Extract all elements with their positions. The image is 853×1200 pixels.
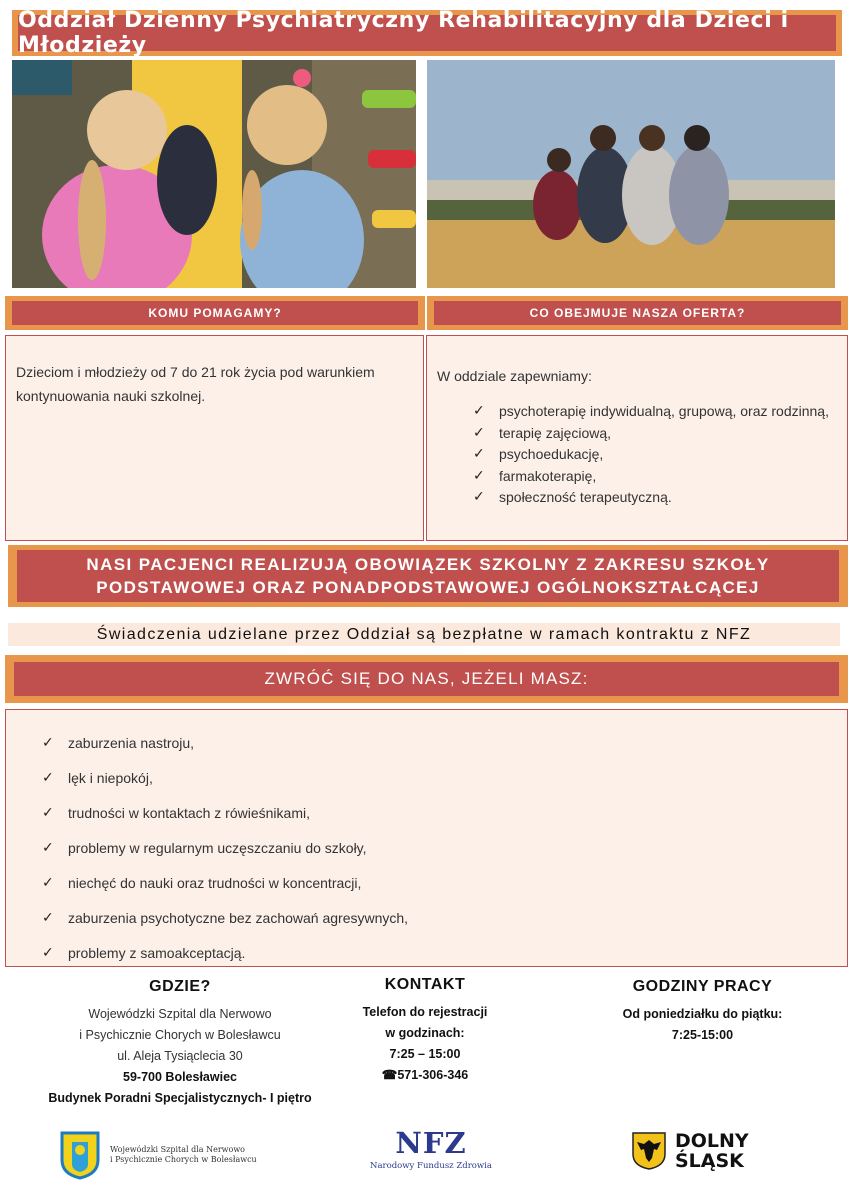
contact-phone[interactable]: ☎571-306-346 (381, 1068, 469, 1082)
who-we-help-box (5, 335, 424, 541)
school-banner-line2: PODSTAWOWEJ ORAZ PONADPODSTAWOWEJ OGÓLNOKSZTAŁCĄCEJ (96, 578, 760, 597)
list-item: ✓ zaburzenia psychotyczne bez zachowań agresywnych, (42, 907, 847, 942)
where-heading: GDZIE? (149, 978, 211, 995)
where-building: Budynek Poradni Specjalistycznych- I piętro (48, 1091, 312, 1105)
hospital-emblem-icon (58, 1130, 102, 1180)
contact-us-header (5, 655, 848, 703)
check-icon: ✓ (473, 467, 485, 484)
check-icon: ✓ (42, 840, 54, 856)
page-title: Oddział Dzienny Psychiatryczny Rehabilitacyjny dla Dzieci i Młodzieży (18, 15, 836, 51)
school-banner-line1: NASI PACJENCI REALIZUJĄ OBOWIĄZEK SZKOLNY Z ZAKRESU SZKOŁY (86, 555, 770, 574)
list-item: ✓ farmakoterapię, (473, 466, 837, 488)
offer-header (427, 296, 848, 330)
symptoms-box (5, 709, 848, 967)
check-icon: ✓ (42, 770, 54, 786)
list-item: ✓ niechęć do nauki oraz trudności w koncentracji, (42, 872, 847, 907)
list-item: ✓ zaburzenia nastroju, (42, 732, 847, 767)
who-we-help-heading: KOMU POMAGAMY? (12, 301, 418, 325)
check-icon: ✓ (473, 403, 485, 419)
contact-heading: KONTAKT (384, 976, 466, 993)
hospital-logo-line1: Wojewódzki Szpital dla Nerwowo (110, 1145, 245, 1154)
list-item: ✓ lęk i niepokój, (42, 767, 847, 802)
list-item: ✓ społeczność terapeutyczną. (473, 487, 837, 509)
nfz-mark: NFZ (395, 1126, 467, 1160)
list-item: ✓ problemy w regularnym uczęszczaniu do szkoły, (42, 837, 847, 872)
school-banner (8, 545, 848, 607)
who-we-help-header (5, 296, 425, 330)
offer-list (437, 401, 837, 509)
hours-heading: GODZINY PRACY (632, 978, 773, 995)
check-icon: ✓ (473, 489, 485, 505)
dolny-slask-logo (632, 1131, 749, 1171)
contact-us-heading: ZWRÓĆ SIĘ DO NAS, JEŻELI MASZ: (14, 662, 839, 696)
nfz-name: Narodowy Fundusz Zdrowia (370, 1161, 492, 1171)
nfz-logo (366, 1128, 496, 1171)
eagle-crest-icon (632, 1132, 666, 1170)
check-icon: ✓ (42, 875, 54, 891)
where-postcode: 59-700 Bolesławiec (123, 1070, 237, 1084)
contact-section (340, 976, 510, 1086)
list-item: ✓ trudności w kontaktach z rówieśnikami, (42, 802, 847, 837)
where-address: ul. Aleja Tysiąclecia 30 (117, 1049, 243, 1063)
photo-youth-field (427, 60, 835, 288)
offer-heading: CO OBEJMUJE NASZA OFERTA? (434, 301, 841, 325)
where-line: i Psychicznie Chorych w Bolesławcu (79, 1028, 281, 1042)
offer-box (426, 335, 848, 541)
check-icon: ✓ (473, 446, 485, 462)
who-we-help-text: Dzieciom i młodzieży od 7 do 21 rok życia pod warunkiem kontynuowania nauki szkolnej. (16, 364, 375, 404)
check-icon: ✓ (42, 910, 54, 926)
hours-days: Od poniedziałku do piątku: (622, 1007, 783, 1021)
children-illustration (12, 60, 416, 288)
check-icon: ✓ (42, 945, 54, 961)
hospital-logo-line2: i Psychicznie Chorych w Bolesławcu (110, 1155, 257, 1164)
check-icon: ✓ (42, 805, 54, 821)
contact-line: Telefon do rejestracji (362, 1005, 488, 1019)
check-icon: ✓ (42, 735, 54, 751)
hours-section (600, 978, 805, 1046)
title-banner (12, 10, 842, 56)
check-icon: ✓ (473, 424, 485, 441)
youth-illustration (427, 60, 835, 288)
offer-intro: W oddziale zapewniamy: (437, 368, 592, 384)
list-item: ✓ psychoterapię indywidualną, grupową, oraz rodzinną, (473, 401, 837, 423)
list-item: ✓ terapię zajęciową, (473, 423, 837, 445)
hours-time: 7:25-15:00 (671, 1028, 734, 1042)
where-section (40, 978, 320, 1109)
symptoms-list (42, 732, 847, 977)
photo-children-playground (12, 60, 416, 288)
region-line1: DOLNY (675, 1130, 749, 1152)
where-line: Wojewódzki Szpital dla Nerwowo (88, 1007, 272, 1021)
free-services-note: Świadczenia udzielane przez Oddział są bezpłatne w ramach kontraktu z NFZ (8, 623, 840, 646)
region-line2: ŚLĄSK (675, 1150, 744, 1172)
contact-line: w godzinach: (385, 1026, 465, 1040)
contact-hours: 7:25 – 15:00 (389, 1047, 461, 1061)
hospital-logo (58, 1130, 257, 1180)
list-item: ✓ problemy z samoakceptacją. (42, 942, 847, 977)
list-item: ✓ psychoedukację, (473, 444, 837, 466)
